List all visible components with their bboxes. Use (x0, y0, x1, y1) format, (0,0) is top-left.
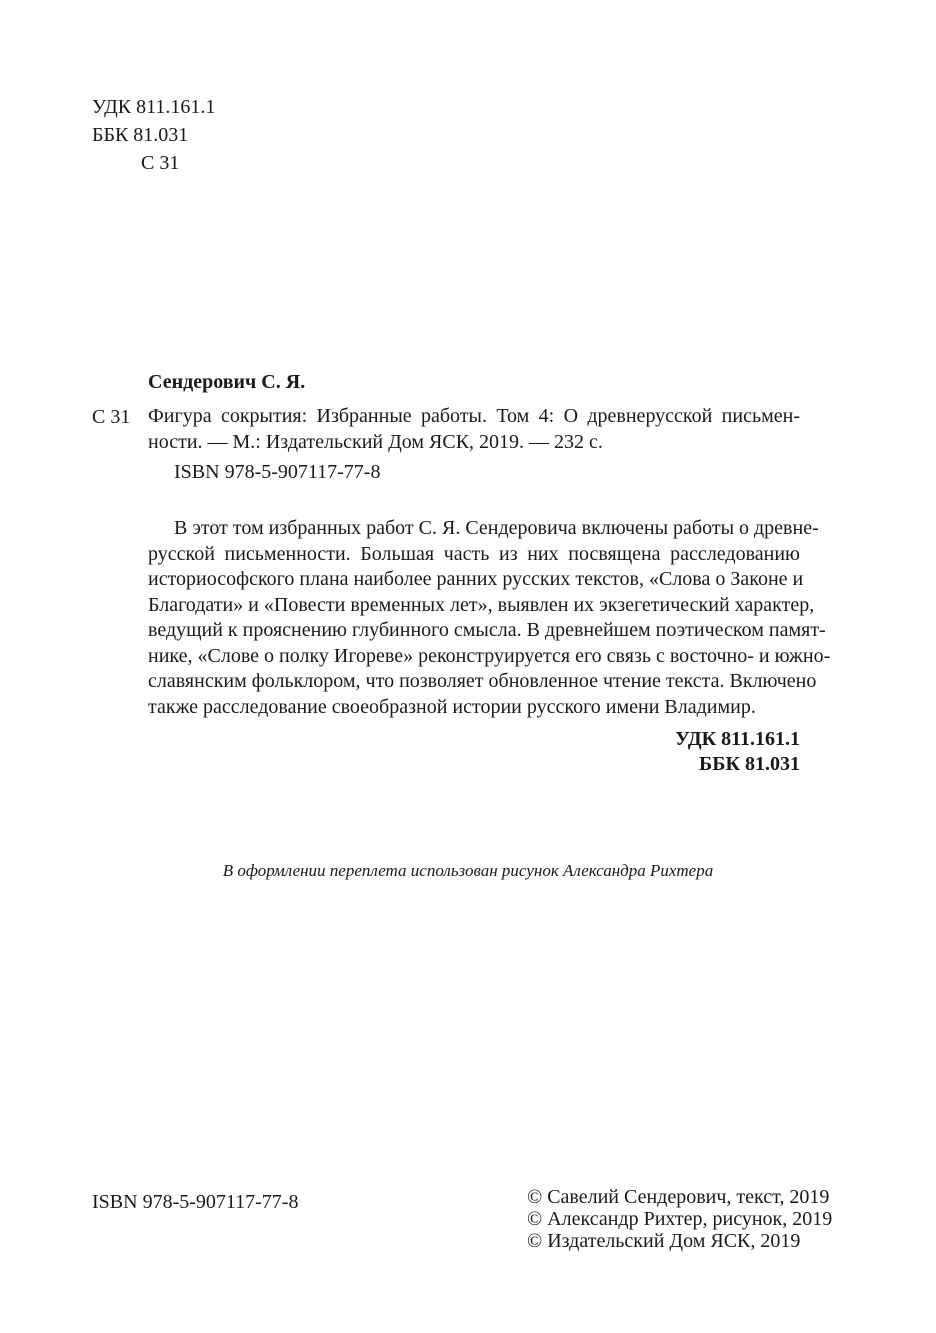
bbk-code-right: ББК 81.031 (699, 753, 800, 775)
abstract-line: русской письменности. Большая часть из них посвящена расследованию (148, 542, 800, 565)
abstract-line: нике, «Слове о полку Игореве» реконструируется его связь с восточно- и южно- (148, 644, 831, 667)
title-line: ности. — М.: Издательский Дом ЯСК, 2019. — 232 с. (148, 430, 603, 453)
abstract-line: В этот том избранных работ С. Я. Сендеровича включены работы о древне- (174, 517, 819, 539)
author-sign: С 31 (92, 406, 131, 428)
copyright-block (527, 1186, 832, 1252)
abstract-line: Благодати» и «Повести временных лет», выявлен их экзегетический характер, (148, 593, 815, 616)
bibliographic-description (148, 404, 800, 455)
abstract-line: ведущий к прояснению глубинного смысла. В древнейшем поэтическом памят- (148, 619, 826, 641)
abstract-line: историософского плана наиболее ранних русских текстов, «Слова о Законе и (148, 568, 804, 590)
abstract-line: также расследование своеобразной истории русского имени Владимир. (148, 695, 756, 718)
author-sign-top: С 31 (141, 152, 180, 174)
title-line: Фигура сокрытия: Избранные работы. Том 4: О древнерусской письмен- (148, 405, 800, 427)
udk-code-top: УДК 811.161.1 (92, 96, 216, 118)
abstract-paragraph (148, 516, 831, 720)
isbn-footer: ISBN 978-5-907117-77-8 (92, 1191, 299, 1213)
copyright-line: © Александр Рихтер, рисунок, 2019 (527, 1208, 833, 1230)
bbk-code-top: ББК 81.031 (92, 124, 189, 146)
isbn-entry: ISBN 978-5-907117-77-8 (174, 461, 381, 483)
illustration-credit: В оформлении переплета использован рисунок Александра Рихтера (222, 861, 714, 880)
author-name: Сендерович С. Я. (148, 371, 306, 393)
copyright-line: © Издательский Дом ЯСК, 2019 (527, 1230, 801, 1252)
udk-code-right: УДК 811.161.1 (675, 728, 800, 750)
abstract-line: славянским фольклором, что позволяет обновленное чтение текста. Включено (148, 670, 817, 692)
copyright-line: © Савелий Сендерович, текст, 2019 (527, 1186, 830, 1208)
